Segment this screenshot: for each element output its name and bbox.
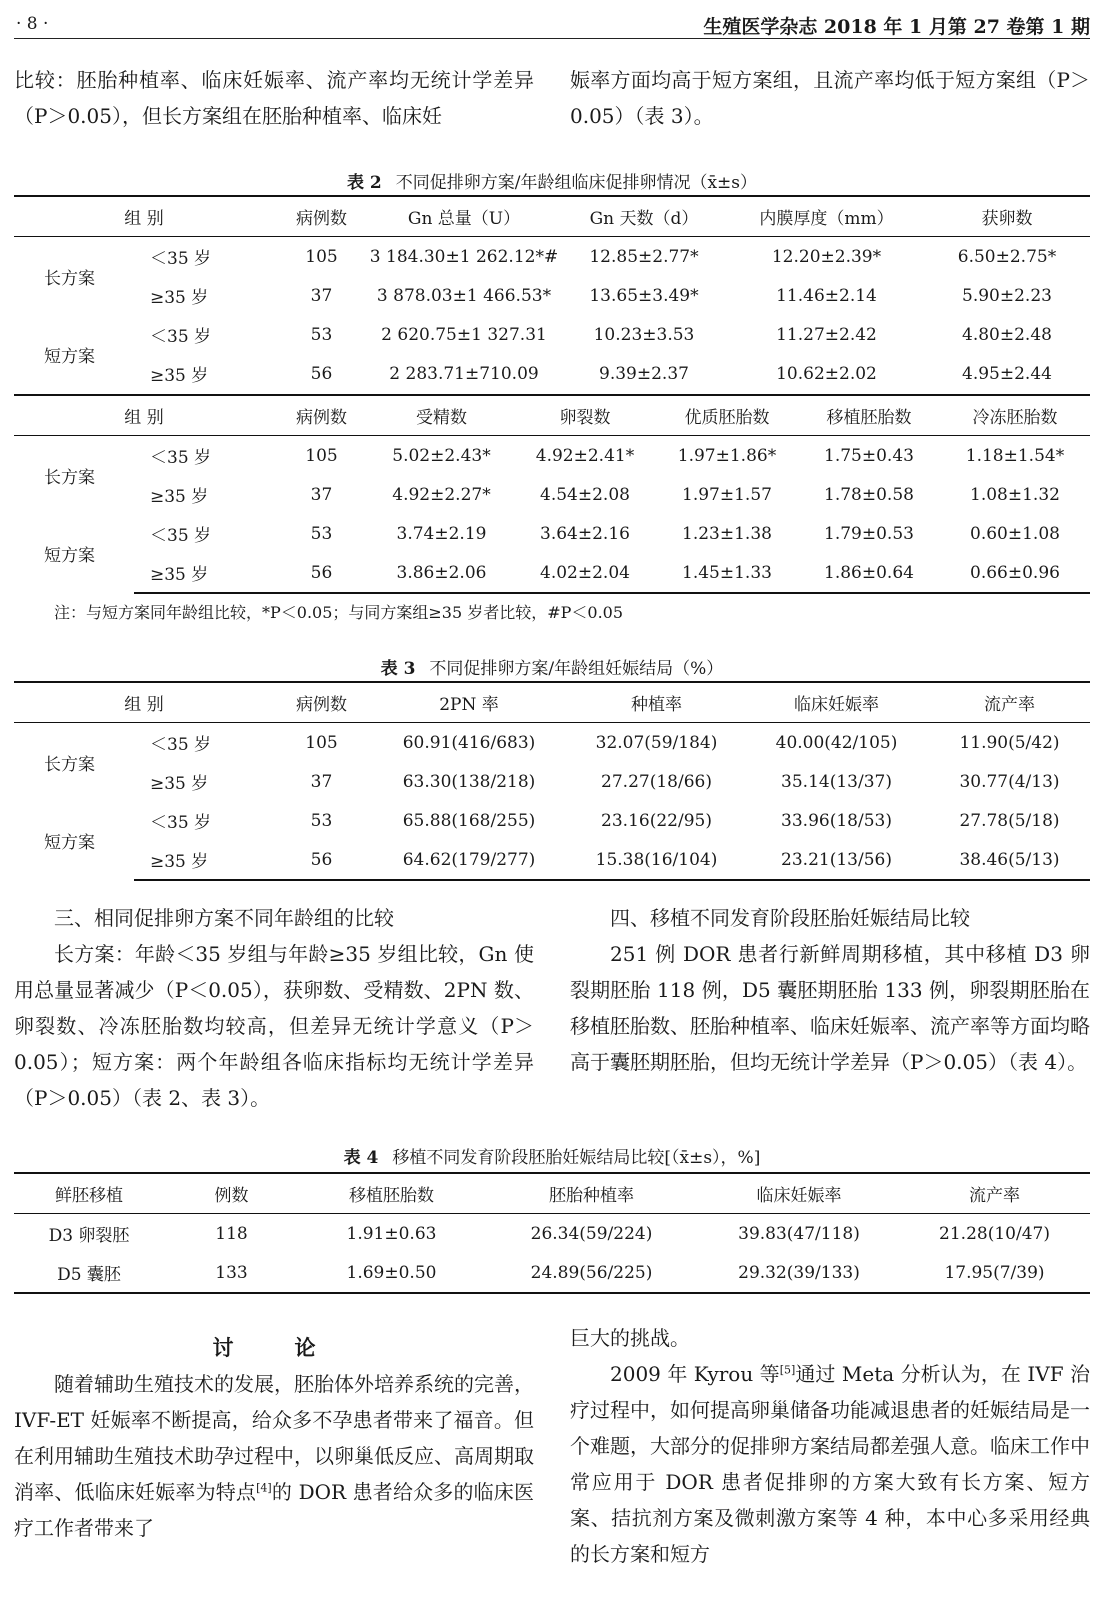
table-cell: 37 [310,771,333,792]
table-cell: 4.92±2.41* [535,445,635,466]
table-cell: 4.95±2.44 [962,363,1052,384]
table2-header-endometrium: 内膜厚度（mm） [729,196,924,237]
table-cell: ≥35 岁 [150,487,209,507]
table-cell: 30.77(4/13) [959,771,1060,792]
table3-label: 表 3 [380,659,416,679]
table-cell: ＜35 岁 [150,526,212,546]
section3-body: 长方案：年龄＜35 岁组与年龄≥35 岁组比较，Gn 使用总量显著减少（P＜0.05），获卵数、受精数、2PN 数、卵裂数、冷冻胚胎数均较高，但差异无统计学意义（P＞0.05）；短方案：两个年龄组各临床指标均无统计学差异（P＞0.05）（表 2、表 3）。 [14,942,534,1110]
table-row [14,237,1090,277]
table-cell: 29.32(39/133) [699,1253,899,1293]
table-cell: 53 [310,324,333,345]
discussion-right [570,1320,1090,1572]
table-cell: 3 184.30±1 262.12*# [369,246,559,267]
table-row [14,553,1090,593]
table-cell: 23.16(22/95) [601,810,712,831]
table-cell: 1.45±1.33 [656,553,798,593]
table2-header-frozen: 冷冻胚胎数 [940,395,1090,436]
table-cell: 53 [310,810,333,831]
table-cell: 21.28(10/47) [939,1223,1050,1244]
table-cell: 4.02±2.04 [514,553,656,593]
discussion-paragraph-2: 2009 年 Kyrou 等[5]通过 Meta 分析认为，在 IVF 治疗过程中，如何提高卵巢储备功能减退患者的妊娠结局是一个难题，大部分的促排卵方案结局都差强人意。临床工作中常应用于 DOR 患者促排卵的方案大致有长方案、短方案、拮抗剂方案及微刺激方案等 4 种，本中心多采用经典的长方案和短方 [570,1362,1090,1566]
table-row [14,276,1090,315]
table-cell: 1.78±0.58 [824,484,914,505]
table2-header-gn-days: Gn 天数（d） [559,196,729,237]
group-label: 长方案 [44,268,95,289]
table-cell: ＜35 岁 [150,813,212,833]
intro-right-text: 娠率方面均高于短方案组，且流产率均低于短方案组（P＞0.05）（表 3）。 [570,68,1090,128]
table2-header2-group: 组 别 [14,395,274,436]
table-row [14,315,1090,354]
table3-header-2pn: 2PN 率 [369,682,569,723]
table-row [14,723,1090,763]
journal-citation: 生殖医学杂志 2018 年 1 月第 27 卷第 1 期 [703,16,1090,38]
table-cell: 5.90±2.23 [962,285,1052,306]
table-cell: 40.00(42/105) [775,732,898,753]
table-cell: 1.23±1.38 [682,523,772,544]
table4-header-group: 鲜胚移植 [14,1173,164,1214]
table-cell: 3 878.03±1 466.53* [376,285,552,306]
table-row [14,1214,1090,1254]
table-cell: 12.20±2.39* [771,246,882,267]
group-label: 长方案 [44,754,95,775]
table-cell: 11.90(5/42) [959,732,1060,753]
table-cell: 56 [274,553,369,593]
table2-header-oocytes: 获卵数 [924,196,1090,237]
table-cell: D3 卵裂胚 [48,1226,130,1246]
table-cell: 64.62(179/277) [369,840,569,880]
table2-caption [14,168,1090,193]
table-cell: 39.83(47/118) [738,1223,860,1244]
table2 [14,195,1090,393]
table-cell: 133 [164,1253,299,1293]
table-row [14,514,1090,553]
section3-title: 三、相同促排卵方案不同年龄组的比较 [54,906,394,930]
table2-note: 注：与短方案同年龄组比较，*P＜0.05；与同方案组≥35 岁者比较，#P＜0.05 [54,603,624,622]
table-row [14,801,1090,840]
table-cell: 10.62±2.02 [776,363,877,384]
table4-header-cases: 例数 [164,1173,299,1214]
table-cell: 4.92±2.27* [392,484,491,505]
table-cell: 56 [310,363,333,384]
table-cell: 15.38(16/104) [569,840,744,880]
table-cell: 13.65±3.49* [589,285,699,306]
table2-header-group: 组 别 [14,196,274,237]
table-cell: 3.64±2.16 [540,523,630,544]
table2-label: 表 2 [346,173,382,193]
table3-header-miscarriage: 流产率 [929,682,1090,723]
table2-part2 [14,394,1090,594]
table-cell: 33.96(18/53) [781,810,892,831]
table-cell: 11.27±2.42 [776,324,877,345]
table-cell: ＜35 岁 [150,249,212,269]
table-cell: 63.30(138/218) [402,771,536,792]
citation-ref: [5] [779,1363,796,1377]
table3-header-group: 组 别 [14,682,274,723]
table-cell: 1.69±0.50 [299,1253,484,1293]
table-cell: 27.27(18/66) [601,771,712,792]
table-cell: 4.54±2.08 [540,484,630,505]
table-cell: 1.97±1.57 [682,484,772,505]
table-cell: 24.89(56/225) [484,1253,699,1293]
journal-page [14,0,1090,1600]
table3-header-pregnancy: 临床妊娠率 [744,682,929,723]
table-cell: 10.23±3.53 [593,324,695,345]
table-cell: ＜35 岁 [150,327,212,347]
table-cell: 1.18±1.54* [965,445,1065,466]
table-cell: 26.34(59/224) [530,1223,653,1244]
table4-label: 表 4 [343,1148,379,1168]
table-cell: 1.08±1.32 [970,484,1060,505]
table-cell: 27.78(5/18) [959,810,1060,831]
table-cell: 53 [310,523,333,544]
table-cell: 38.46(5/13) [929,840,1090,880]
table-cell: 37 [310,484,333,505]
section4 [570,900,1090,1080]
table3-title: 不同促排卵方案/年龄组妊娠结局（%） [429,659,724,679]
table-cell: 0.66±0.96 [940,553,1090,593]
table-cell: 12.85±2.77* [589,246,699,267]
group-label: 长方案 [44,467,95,488]
section3 [14,900,534,1116]
table-cell: 0.60±1.08 [970,523,1060,544]
discussion-title: 讨 论 [212,1335,336,1360]
table2-header-cases: 病例数 [274,196,369,237]
table-cell: 1.97±1.86* [677,445,777,466]
table-cell: 2 620.75±1 327.31 [381,324,547,345]
table2-header-quality-embryos: 优质胚胎数 [656,395,798,436]
table3-caption [14,654,1090,679]
table3-header-implantation: 种植率 [569,682,744,723]
table-cell: 4.80±2.48 [962,324,1052,345]
table-cell: D5 囊胚 [14,1253,164,1293]
table-cell: 105 [305,246,338,267]
table-row [14,436,1090,476]
table-cell: ≥35 岁 [150,366,209,386]
table2-header-cleavage: 卵裂数 [514,395,656,436]
table-cell: ≥35 岁 [150,774,209,794]
table-cell: ≥35 岁 [134,553,274,593]
discussion-left [14,1330,534,1546]
table-cell: 3.86±2.06 [369,553,514,593]
table-cell: 1.86±0.64 [798,553,940,593]
running-header [14,12,1090,39]
table-row [14,840,1090,880]
table-cell: ＜35 岁 [150,448,212,468]
table-cell: 60.91(416/683) [402,732,536,753]
group-label: 短方案 [44,546,95,566]
table-cell: 5.02±2.43* [392,445,491,466]
table4 [14,1172,1090,1294]
section4-title: 四、移植不同发育阶段胚胎妊娠结局比较 [610,906,970,930]
table-cell: 65.88(168/255) [402,810,536,831]
discussion-continuation: 巨大的挑战。 [570,1326,690,1350]
table3 [14,681,1090,881]
table2-header-fertilized: 受精数 [369,395,514,436]
table-cell: 35.14(13/37) [781,771,892,792]
table-cell: 118 [215,1223,248,1244]
table-cell: 32.07(59/184) [595,732,718,753]
group-label: 短方案 [44,346,95,367]
table-row [14,762,1090,801]
table-row [14,1253,1090,1293]
table3-header-cases: 病例数 [274,682,369,723]
table4-header-miscarriage: 流产率 [899,1173,1090,1214]
table4-header-pregnancy: 临床妊娠率 [699,1173,899,1214]
table-cell: 1.75±0.43 [824,445,914,466]
table-cell: 105 [305,445,338,466]
table-cell: 11.46±2.14 [776,285,877,306]
discussion-paragraph-1: 随着辅助生殖技术的发展，胚胎体外培养系统的完善，IVF-ET 妊娠率不断提高，给众多不孕患者带来了福音。但在利用辅助生殖技术助孕过程中，以卵巢低反应、高周期取消率、低临床妊娠率为特点[4]的 DOR 患者给众多的临床医疗工作者带来了 [14,1372,534,1540]
table-cell: 23.21(13/56) [744,840,929,880]
table4-header-implantation: 胚胎种植率 [484,1173,699,1214]
intro-left-text: 比较：胚胎种植率、临床妊娠率、流产率均无统计学差异（P＞0.05），但长方案组在胚胎种植率、临床妊 [14,68,534,128]
table-row [14,475,1090,514]
table4-caption [14,1143,1090,1168]
table-cell: 37 [310,285,333,306]
table2-header-gn-total: Gn 总量（U） [369,196,559,237]
table2-title: 不同促排卵方案/年龄组临床促排卵情况（x̄±s） [395,173,758,193]
group-label: 短方案 [44,833,95,853]
table-cell: 56 [274,840,369,880]
table-row [14,354,1090,393]
page-number: · 8 · [16,14,49,34]
table-cell: 9.39±2.37 [599,363,689,384]
section4-body: 251 例 DOR 患者行新鲜周期移植，其中移植 D3 卵裂期胚胎 118 例，D5 囊胚期胚胎 133 例，卵裂期胚胎在移植胚胎数、胚胎种植率、临床妊娠率、流产率等方面均略高于囊胚期胚胎，但均无统计学差异（P＞0.05）（表 4）。 [570,942,1090,1074]
table-cell: 1.91±0.63 [346,1223,437,1244]
table-cell: 17.95(7/39) [899,1253,1090,1293]
table-cell: 2 283.71±710.09 [389,363,539,384]
table4-title: 移植不同发育阶段胚胎妊娠结局比较[（x̄±s），%] [392,1148,761,1168]
table-cell: 1.79±0.53 [824,523,914,544]
table-cell: 105 [305,732,338,753]
table4-header-transferred: 移植胚胎数 [299,1173,484,1214]
table-cell: ≥35 岁 [150,288,209,308]
table2-header2-cases: 病例数 [274,395,369,436]
table2-header-transferred: 移植胚胎数 [798,395,940,436]
table-cell: 3.74±2.19 [396,523,487,544]
citation-ref: [4] [256,1481,272,1495]
table-cell: ≥35 岁 [134,840,274,880]
table-cell: 6.50±2.75* [957,246,1057,267]
table-cell: ＜35 岁 [150,735,212,755]
